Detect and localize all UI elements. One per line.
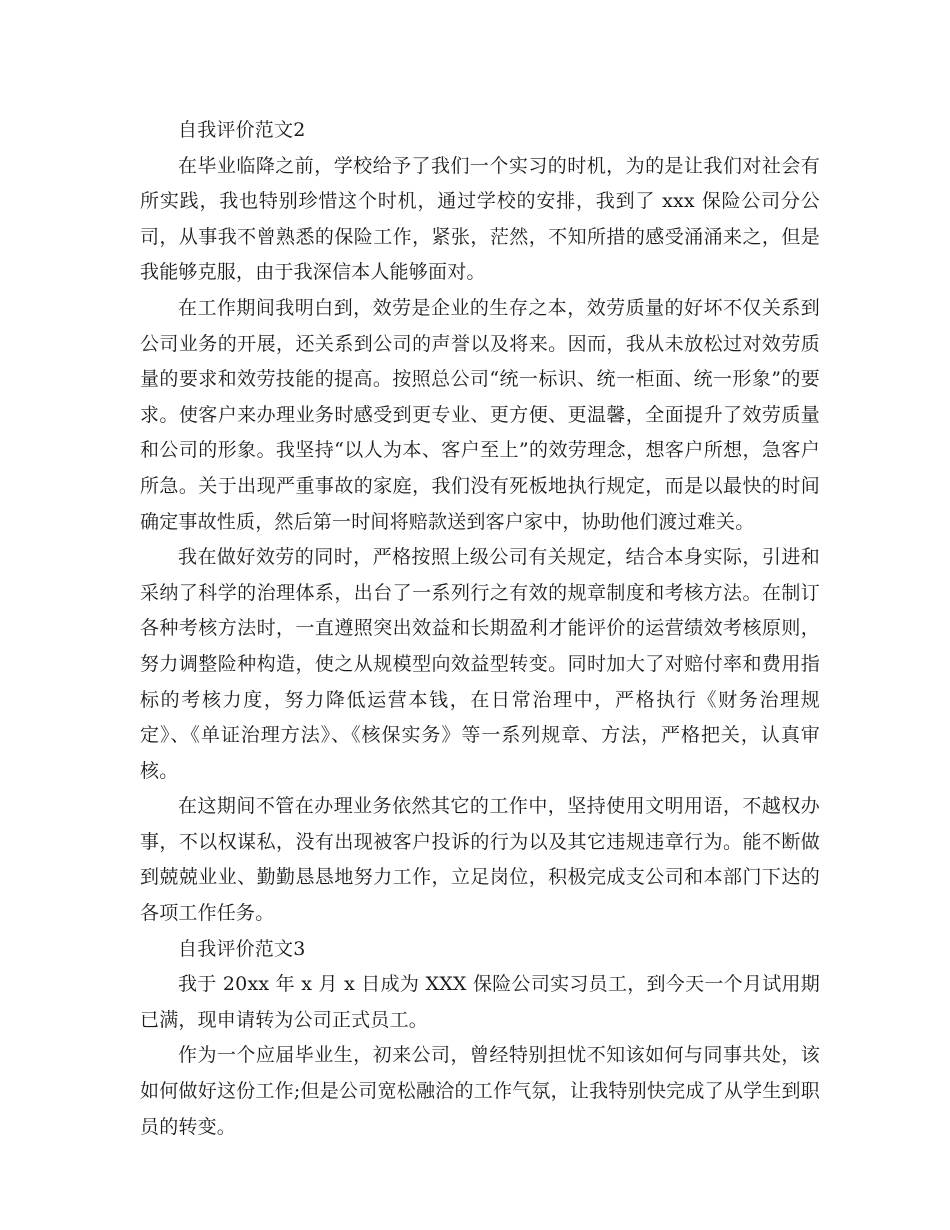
paragraph: 我在做好效劳的同时，严格按照上级公司有关规定，结合本身实际，引进和采纳了科学的治理体系，出台了一系列行之有效的规章制度和考核方法。在制订各种考核方法时，一直遵照突出效益和长期盈利才能评价的运营绩效考核原则，努力调整险种构造，使之从规模型向效益型转变。同时加大了对赔付率和费用指标的考核力度，努力降低运营本钱，在日常治理中，严格执行《财务治理规定》、《单证治理方法》、《核保实务》等一系列规章、方法，严格把关，认真审核。 [140, 546, 820, 782]
paragraph: 在这期间不管在办理业务依然其它的工作中，坚持使用文明用语，不越权办事，不以权谋私，没有出现被客户投诉的行为以及其它违规违章行为。能不断做到兢兢业业、勤勤恳恳地努力工作，立足岗位，积极完成支公司和本部门下达的各项工作任务。 [140, 795, 820, 925]
paragraph: 在毕业临降之前，学校给予了我们一个实习的时机，为的是让我们对社会有所实践，我也特别珍惜这个时机，通过学校的安排，我到了 xxx 保险公司分公司，从事我不曾熟悉的保险工作，紧张，茫然，不知所措的感受涌涌来之，但是我能够克服，由于我深信本人能够面对。 [140, 154, 820, 284]
paragraph: 在工作期间我明白到，效劳是企业的生存之本，效劳质量的好坏不仅关系到公司业务的开展，还关系到公司的声誉以及将来。因而，我从未放松过对效劳质量的要求和效劳技能的提高。按照总公司“统一标识、统一柜面、统一形象”的要求。使客户来办理业务时感受到更专业、更方便、更温馨，全面提升了效劳质量和公司的形象。我坚持“以人为本、客户至上”的效劳理念，想客户所想，急客户所急。关于出现严重事故的家庭，我们没有死板地执行规定，而是以最快的时间确定事故性质，然后第一时间将赔款送到客户家中，协助他们渡过难关。 [140, 296, 820, 533]
section-heading-2: 自我评价范文2 [178, 119, 306, 141]
paragraph: 我于 20xx 年 x 月 x 日成为 XXX 保险公司实习员工，到今天一个月试用期已满，现申请转为公司正式员工。 [140, 973, 820, 1031]
section-heading-3: 自我评价范文3 [178, 937, 306, 960]
document-body [140, 113, 820, 1145]
paragraph: 作为一个应届毕业生，初来公司，曾经特别担忧不知该如何与同事共处，该如何做好这份工作;但是公司宽松融洽的工作气氛，让我特别快完成了从学生到职员的转变。 [140, 1044, 820, 1138]
